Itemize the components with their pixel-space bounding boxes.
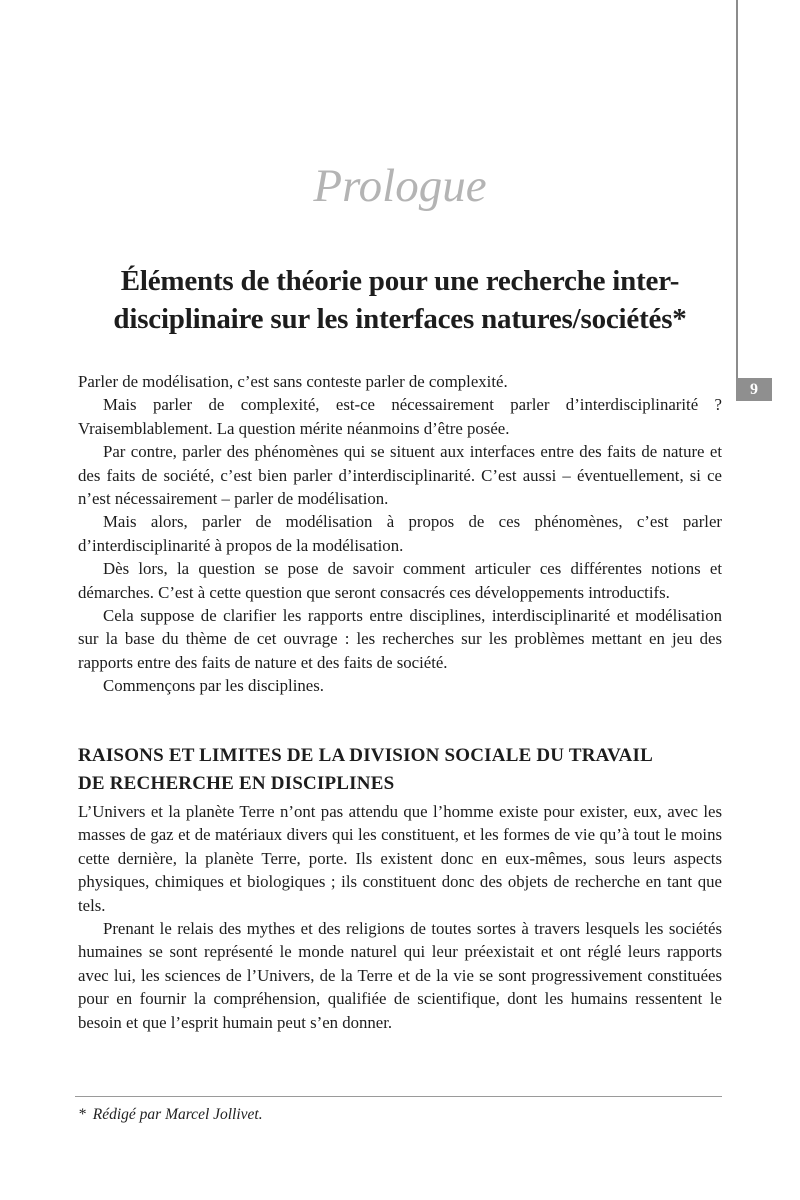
section-paragraphs <box>78 800 722 1034</box>
margin-rule <box>736 0 738 378</box>
intro-paragraphs <box>78 370 722 698</box>
paragraph: Mais alors, parler de modélisation à propos de ces phénomènes, c’est parler d’interdisciplinarité à propos de la modélisation. <box>78 512 722 555</box>
page-number-badge <box>736 378 772 401</box>
chapter-title-line2: disciplinaire sur les interfaces natures/sociétés* <box>113 303 687 335</box>
running-title: Prologue <box>313 160 487 212</box>
paragraph: Par contre, parler des phénomènes qui se situent aux interfaces entre des faits de nature et des faits de société, c’est bien parler d’interdisciplinarité. C’est aussi – éventuellement, si ce n’est nécessairement – parler de modélisation. <box>78 442 722 509</box>
paragraph: Dès lors, la question se pose de savoir comment articuler ces différentes notions et démarches. C’est à cette question que seront consacrés ces développements introductifs. <box>78 559 722 602</box>
chapter-title-line1: Éléments de théorie pour une recherche inter- <box>120 265 680 297</box>
footnote-text: Rédigé par Marcel Jollivet. <box>92 1106 263 1123</box>
paragraph: Commençons par les disciplines. <box>103 676 324 696</box>
footnote-marker: * <box>78 1106 86 1123</box>
section-heading-line1: RAISONS ET LIMITES DE LA DIVISION SOCIALE DU TRAVAIL <box>78 745 653 766</box>
paragraph: Cela suppose de clarifier les rapports entre disciplines, interdisciplinarité et modélisation sur la base du thème de cet ouvrage : les recherches sur les problèmes mettant en jeu des rapports entre des faits de nature et des faits de société. <box>78 606 722 672</box>
footnote <box>78 1104 263 1126</box>
page-number: 9 <box>750 380 758 398</box>
paragraph: L’Univers et la planète Terre n’ont pas attendu que l’homme existe pour exister, eux, avec les masses de gaz et de matériaux divers qui les constituent, et les formes de vie qu’à tout le moins cette dernière, la planète Terre, porte. Ils existent donc en eux-mêmes, sous leurs aspects physiques, chimiques et biologiques ; ils constituent donc des objets de recherche en tant que tels. <box>78 802 722 915</box>
chapter-title <box>78 262 722 338</box>
section-heading <box>78 742 722 797</box>
footnote-rule <box>75 1096 722 1097</box>
paragraph: Prenant le relais des mythes et des religions de toutes sortes à travers lesquels les sociétés humaines se sont représenté le monde naturel qui leur préexistait et ont réglé leurs rapports avec lui, les sciences de l’Univers, de la Terre et de la vie se sont progressivement constituées pour en fournir la compréhension, qualifiée de scientifique, dont les humains ressentent le besoin et que l’esprit humain peut s’en donner. <box>78 919 722 1032</box>
section-heading-line2: DE RECHERCHE EN DISCIPLINES <box>78 772 395 794</box>
paragraph: Mais parler de complexité, est-ce nécessairement parler d’interdisciplinarité ? Vraisemblablement. La question mérite néanmoins d’être posée. <box>78 395 722 438</box>
paragraph: Parler de modélisation, c’est sans conteste parler de complexité. <box>78 372 508 391</box>
